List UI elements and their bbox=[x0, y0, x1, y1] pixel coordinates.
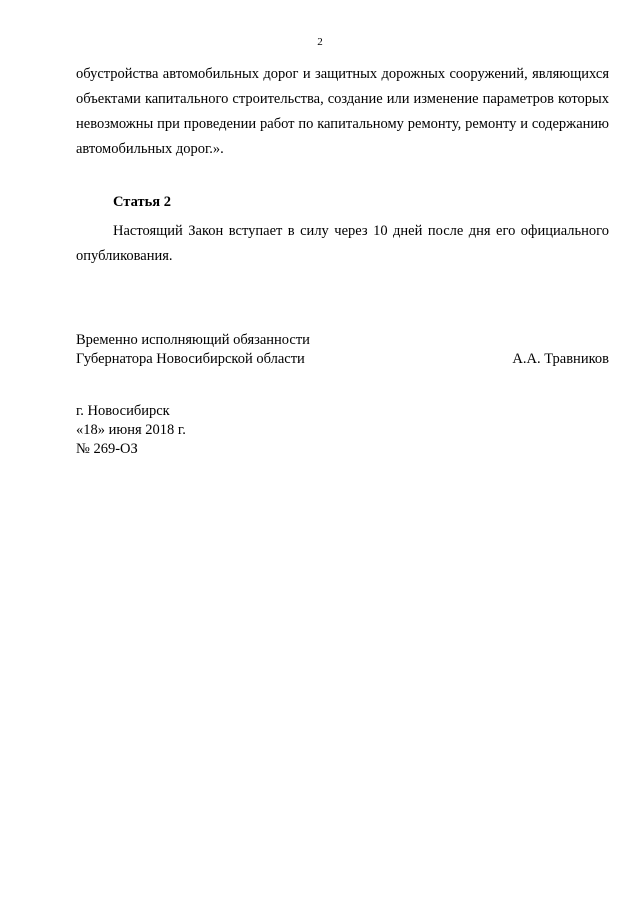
document-date: «18» июня 2018 г. bbox=[76, 422, 186, 438]
signature-position-line1: Временно исполняющий обязанности bbox=[76, 332, 310, 348]
signatory-name: А.А. Травников bbox=[512, 351, 609, 367]
document-number: № 269-ОЗ bbox=[76, 441, 138, 457]
page-number: 2 bbox=[317, 36, 323, 48]
paragraph-continuation: обустройства автомобильных дорог и защитных дорожных сооружений, являющихся объектами капитального строительства, создание или изменение параметров которых невозможны при проведении работ по капитальному ремонту, ремонту и содержанию автомобильных дорог.». bbox=[76, 66, 609, 157]
document-meta bbox=[76, 402, 186, 459]
signature-block bbox=[76, 331, 609, 369]
article-text: Настоящий Закон вступает в силу через 10 дней после дня его официального опубликования. bbox=[76, 223, 609, 264]
signature-row bbox=[76, 350, 609, 369]
document-city: г. Новосибирск bbox=[76, 403, 170, 419]
article-heading: Статья 2 bbox=[113, 194, 171, 210]
signature-position-line2: Губернатора Новосибирской области bbox=[76, 351, 305, 367]
